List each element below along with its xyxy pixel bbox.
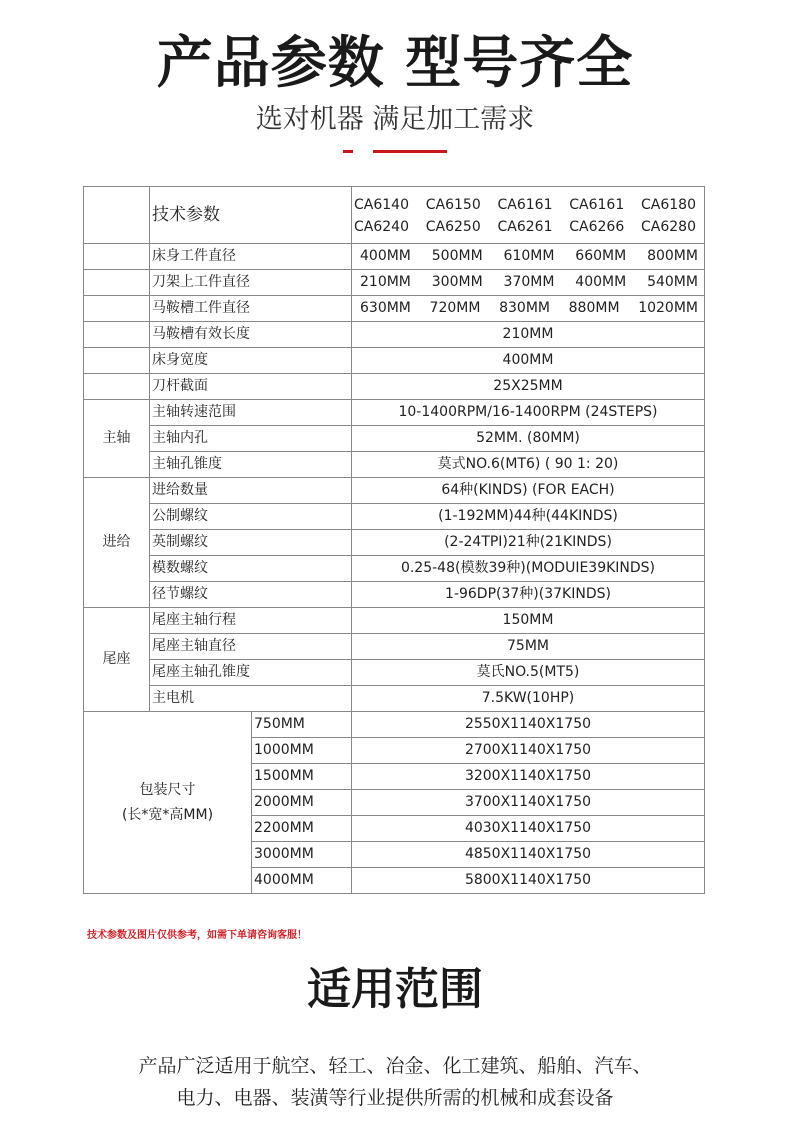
param-value: 64种(KINDS) (FOR EACH): [352, 478, 705, 504]
param-value: (1-192MM)44种(44KINDS): [352, 504, 705, 530]
model-name: CA6266: [569, 219, 625, 235]
param-value: 400MM: [360, 248, 411, 264]
packing-label-line-1: 包装尺寸: [139, 781, 196, 798]
param-value: 830MM: [499, 300, 550, 316]
scope-line-1: 产品广泛适用于航空、轻工、冶金、化工建筑、船舶、汽车、: [138, 1055, 652, 1077]
param-value: 1-96DP(37种)(37KINDS): [352, 582, 705, 608]
model-header-cell: [352, 187, 705, 244]
param-value: 75MM: [352, 634, 705, 660]
table-row: [84, 244, 705, 270]
packing-size: 2200MM: [252, 816, 352, 842]
table-row: [84, 322, 705, 348]
param-value: 610MM: [503, 248, 555, 264]
page-title: 产品参数 型号齐全: [156, 31, 634, 96]
param-label: 主轴转速范围: [150, 400, 352, 426]
spec-header-label: 技术参数: [150, 187, 352, 244]
table-row: [84, 634, 705, 660]
packing-dimensions: 5800X1140X1750: [352, 868, 705, 894]
param-value: 540MM: [647, 274, 698, 290]
param-values: [354, 244, 702, 269]
group-label: 进给: [84, 478, 150, 608]
group-cell-empty: [84, 296, 150, 322]
table-row: [84, 556, 705, 582]
table-row: [84, 712, 705, 738]
param-value: 370MM: [503, 274, 555, 290]
disclaimer-note: 技术参数及图片仅供参考，如需下单请咨询客服！: [87, 930, 307, 941]
table-header-row: [84, 187, 705, 244]
param-label: 公制螺纹: [150, 504, 352, 530]
table-row: [84, 426, 705, 452]
param-label: 刀杆截面: [150, 374, 352, 400]
packing-size: 1000MM: [252, 738, 352, 764]
param-value: 7.5KW(10HP): [352, 686, 705, 712]
param-value: 660MM: [575, 248, 627, 264]
packing-dimensions: 4850X1140X1750: [352, 842, 705, 868]
group-cell-empty: [84, 322, 150, 348]
group-cell-empty: [84, 270, 150, 296]
table-row: [84, 400, 705, 426]
model-name: CA6280: [641, 219, 696, 235]
group-cell-empty: [84, 374, 150, 400]
param-label: 尾座主轴孔锥度: [150, 660, 352, 686]
param-label: 模数螺纹: [150, 556, 352, 582]
param-label: 床身宽度: [150, 348, 352, 374]
model-name: CA6150: [425, 197, 481, 213]
model-name: CA6140: [354, 197, 409, 213]
param-value: 210MM: [352, 322, 705, 348]
param-label: 主电机: [150, 686, 352, 712]
param-label: 尾座主轴直径: [150, 634, 352, 660]
page-subtitle: 选对机器 满足加工需求: [255, 104, 535, 135]
packing-size: 3000MM: [252, 842, 352, 868]
param-label: 马鞍槽工件直径: [150, 296, 352, 322]
packing-dimensions: 2700X1140X1750: [352, 738, 705, 764]
table-row: [84, 608, 705, 634]
model-name: CA6240: [354, 219, 409, 235]
param-values-cell: [352, 244, 705, 270]
param-value: 880MM: [568, 300, 620, 316]
model-name: CA6161: [569, 197, 625, 213]
param-value: 400MM: [575, 274, 627, 290]
param-value: 0.25-48(模数39种)(MODUIE39KINDS): [352, 556, 705, 582]
model-name: CA6161: [497, 197, 553, 213]
accent-divider-short: [343, 150, 353, 153]
packing-dimensions: 4030X1140X1750: [352, 816, 705, 842]
table-row: [84, 660, 705, 686]
param-value: 400MM: [352, 348, 705, 374]
model-name: CA6180: [641, 197, 696, 213]
param-label: 尾座主轴行程: [150, 608, 352, 634]
table-row: [84, 582, 705, 608]
param-value: 1020MM: [638, 300, 698, 316]
packing-size: 1500MM: [252, 764, 352, 790]
table-row: [84, 530, 705, 556]
param-label: 英制螺纹: [150, 530, 352, 556]
param-value: 500MM: [431, 248, 483, 264]
param-value: 25X25MM: [352, 374, 705, 400]
packing-label-line-2: (长*宽*高MM): [121, 806, 214, 823]
model-row-1: [354, 193, 702, 215]
scope-line-2: 电力、电器、装潢等行业提供所需的机械和成套设备: [176, 1087, 614, 1109]
model-name: CA6261: [497, 219, 553, 235]
param-value: 720MM: [429, 300, 481, 316]
group-label: 主轴: [84, 400, 150, 478]
packing-size: 750MM: [252, 712, 352, 738]
param-value: (2-24TPI)21种(21KINDS): [352, 530, 705, 556]
param-value: 莫式NO.6(MT6) ( 90 1: 20): [352, 452, 705, 478]
param-value: 150MM: [352, 608, 705, 634]
param-value: 800MM: [647, 248, 698, 264]
table-row: [84, 374, 705, 400]
table-header-corner: [84, 187, 150, 244]
param-value: 10-1400RPM/16-1400RPM (24STEPS): [352, 400, 705, 426]
param-label: 床身工件直径: [150, 244, 352, 270]
group-cell-empty: [84, 348, 150, 374]
packing-dimensions: 3200X1140X1750: [352, 764, 705, 790]
packing-size: 2000MM: [252, 790, 352, 816]
accent-divider-long: [373, 150, 447, 153]
group-cell-empty: [84, 244, 150, 270]
param-value: 300MM: [431, 274, 483, 290]
param-value: 210MM: [360, 274, 411, 290]
param-value: 630MM: [360, 300, 411, 316]
table-row: [84, 348, 705, 374]
model-name: CA6250: [425, 219, 481, 235]
table-row: [84, 504, 705, 530]
scope-title: 适用范围: [307, 964, 483, 1015]
param-label: 马鞍槽有效长度: [150, 322, 352, 348]
param-values-cell: [352, 296, 705, 322]
model-row-2: [354, 215, 702, 237]
param-label: 刀架上工件直径: [150, 270, 352, 296]
table-row: [84, 296, 705, 322]
packing-label: [84, 712, 252, 894]
param-values: [354, 270, 702, 295]
spec-table: [83, 186, 705, 894]
packing-size: 4000MM: [252, 868, 352, 894]
table-row: [84, 452, 705, 478]
table-row: [84, 478, 705, 504]
param-label: 径节螺纹: [150, 582, 352, 608]
packing-dimensions: 3700X1140X1750: [352, 790, 705, 816]
param-label: 主轴内孔: [150, 426, 352, 452]
packing-dimensions: 2550X1140X1750: [352, 712, 705, 738]
param-value: 莫氏NO.5(MT5): [352, 660, 705, 686]
param-label: 主轴孔锥度: [150, 452, 352, 478]
table-row: [84, 270, 705, 296]
table-row: [84, 686, 705, 712]
scope-description: [0, 1050, 790, 1114]
group-label: 尾座: [84, 608, 150, 712]
param-label: 进给数量: [150, 478, 352, 504]
param-values-cell: [352, 270, 705, 296]
param-value: 52MM. (80MM): [352, 426, 705, 452]
param-values: [354, 296, 702, 321]
